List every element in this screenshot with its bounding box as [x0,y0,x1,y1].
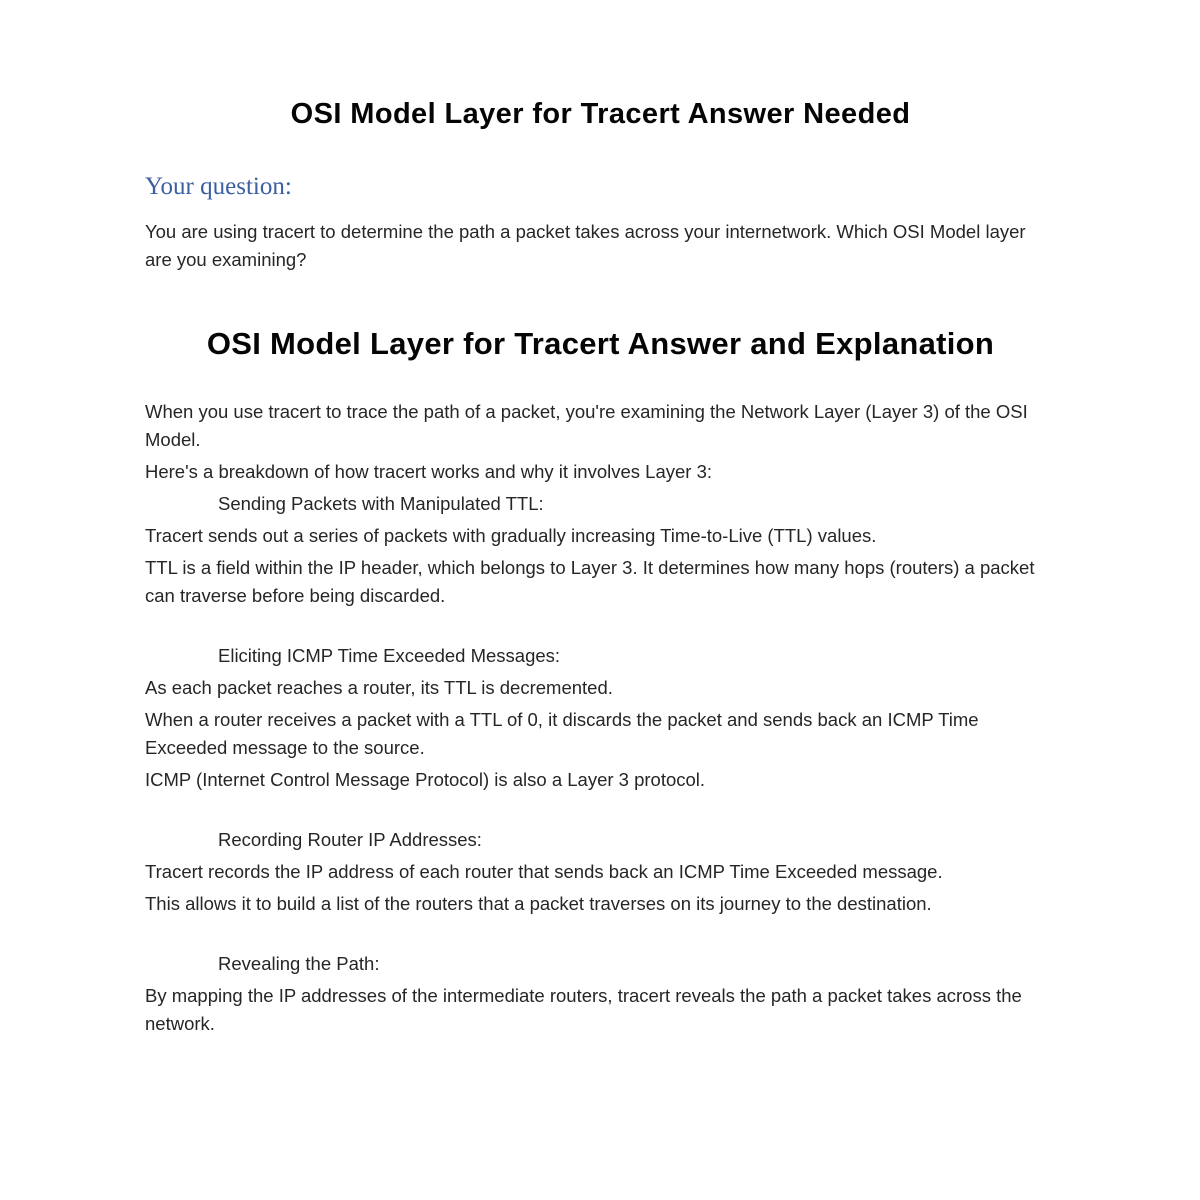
answer-heading: OSI Model Layer for Tracert Answer and Explanation [206,326,995,361]
answer-content [145,398,1056,1038]
answer-paragraph: As each packet reaches a router, its TTL is decremented. [145,677,613,698]
answer-paragraph: Here's a breakdown of how tracert works and why it involves Layer 3: [145,461,713,482]
answer-paragraph: ICMP (Internet Control Message Protocol) is also a Layer 3 protocol. [145,769,706,790]
question-text: You are using tracert to determine the path a packet takes across your internetwork. Which OSI Model layer are you examining? [145,221,1026,270]
answer-paragraph: When a router receives a packet with a TTL of 0, it discards the packet and sends back an ICMP Time Exceeded message to the source. [145,709,979,758]
answer-paragraph: Tracert records the IP address of each router that sends back an ICMP Time Exceeded message. [145,861,943,882]
answer-subheading: Sending Packets with Manipulated TTL: [218,493,544,514]
page-title: OSI Model Layer for Tracert Answer Needed [290,98,911,130]
answer-paragraph: When you use tracert to trace the path of a packet, you're examining the Network Layer (Layer 3) of the OSI Model. [145,401,1028,450]
answer-subheading: Eliciting ICMP Time Exceeded Messages: [218,645,561,666]
answer-paragraph: By mapping the IP addresses of the intermediate routers, tracert reveals the path a packet takes across the network. [145,985,1022,1034]
answer-subheading: Recording Router IP Addresses: [218,829,482,850]
question-heading: Your question: [145,173,292,200]
answer-paragraph: This allows it to build a list of the routers that a packet traverses on its journey to the destination. [145,893,932,914]
answer-paragraph: TTL is a field within the IP header, which belongs to Layer 3. It determines how many hops (routers) a packet can traverse before being discarded. [145,557,1035,606]
answer-subheading: Revealing the Path: [218,953,380,974]
answer-paragraph: Tracert sends out a series of packets with gradually increasing Time-to-Live (TTL) values. [145,525,877,546]
